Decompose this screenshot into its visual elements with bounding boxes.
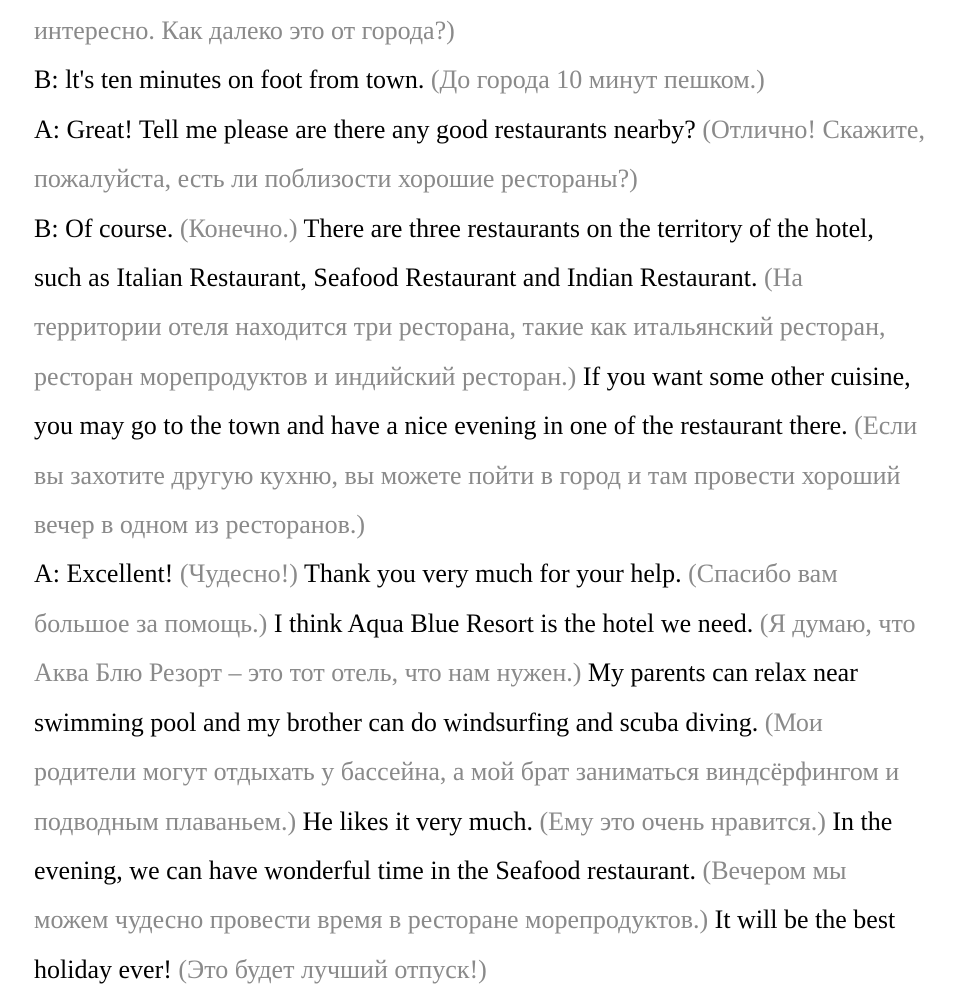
english-line: My parents can relax near swimming pool and my brother can do windsurfing and scuba diving. — [34, 658, 858, 737]
translation-text: (Ему это очень нравится.) — [539, 806, 826, 836]
english-line: A: Excellent! — [34, 559, 180, 589]
translation-text: (Это будет лучший отпуск!) — [178, 954, 487, 984]
translation-text: (Вечером мы можем чудесно провести время в ресторане морепродуктов.) — [34, 855, 847, 935]
translation-text: (Если вы захотите другую кухню, вы можете пойти в город и там провести хороший вечер в одном из ресторанов.) — [34, 411, 918, 540]
translation-text: (Я думаю, что Аква Блю Резорт – это тот отель, что нам нужен.) — [34, 608, 916, 688]
translation-text: (Конечно.) — [179, 213, 298, 243]
dialogue-paragraph-3 — [34, 204, 926, 550]
english-line: A: Great! Tell me please are there any good restaurants nearby? — [34, 114, 703, 144]
dialogue-paragraph-1 — [34, 55, 926, 104]
english-line: In the evening, we can have wonderful time in the Seafood restaurant. — [34, 806, 893, 885]
dialogue-paragraph-2 — [34, 105, 926, 204]
translation-text: (Отлично! Скажите, пожалуйста, есть ли поблизости хорошие рестораны?) — [34, 114, 925, 194]
english-line: There are three restaurants on the territory of the hotel, such as Italian Restaurant, Seafood Restaurant and Indian Restaurant. — [34, 213, 874, 293]
english-line: Thank you very much for your help. — [297, 559, 689, 589]
translation-text: (Спасибо вам большое за помощь.) — [34, 559, 838, 638]
translation-text: (Чудесно!) — [179, 559, 298, 589]
english-line: I think Aqua Blue Resort is the hotel we need. — [267, 608, 760, 638]
english-line: B: Of course. — [34, 213, 180, 243]
translation-text: (До города 10 минут пешком.) — [430, 65, 765, 95]
translation-text: (Мои родители могут отдыхать у бассейна, а мой брат заниматься виндсёрфингом и подводным плаваньем.) — [34, 707, 900, 836]
translation-text: (На территории отеля находится три ресторана, такие как итальянский ресторан, ресторан морепродуктов и индийский ресторан.) — [34, 263, 886, 391]
dialogue-paragraph-0 — [34, 6, 926, 55]
english-line: If you want some other cuisine, you may go to the town and have a nice evening in one of the restaurant there. — [34, 361, 911, 441]
dialogue-paragraph-4 — [34, 549, 926, 994]
english-line: It will be the best holiday ever! — [34, 905, 896, 984]
english-line: He likes it very much. — [296, 806, 540, 836]
translation-text: интересно. Как далеко это от города?) — [34, 16, 455, 45]
english-line: B: lt's ten minutes on foot from town. — [34, 65, 431, 95]
